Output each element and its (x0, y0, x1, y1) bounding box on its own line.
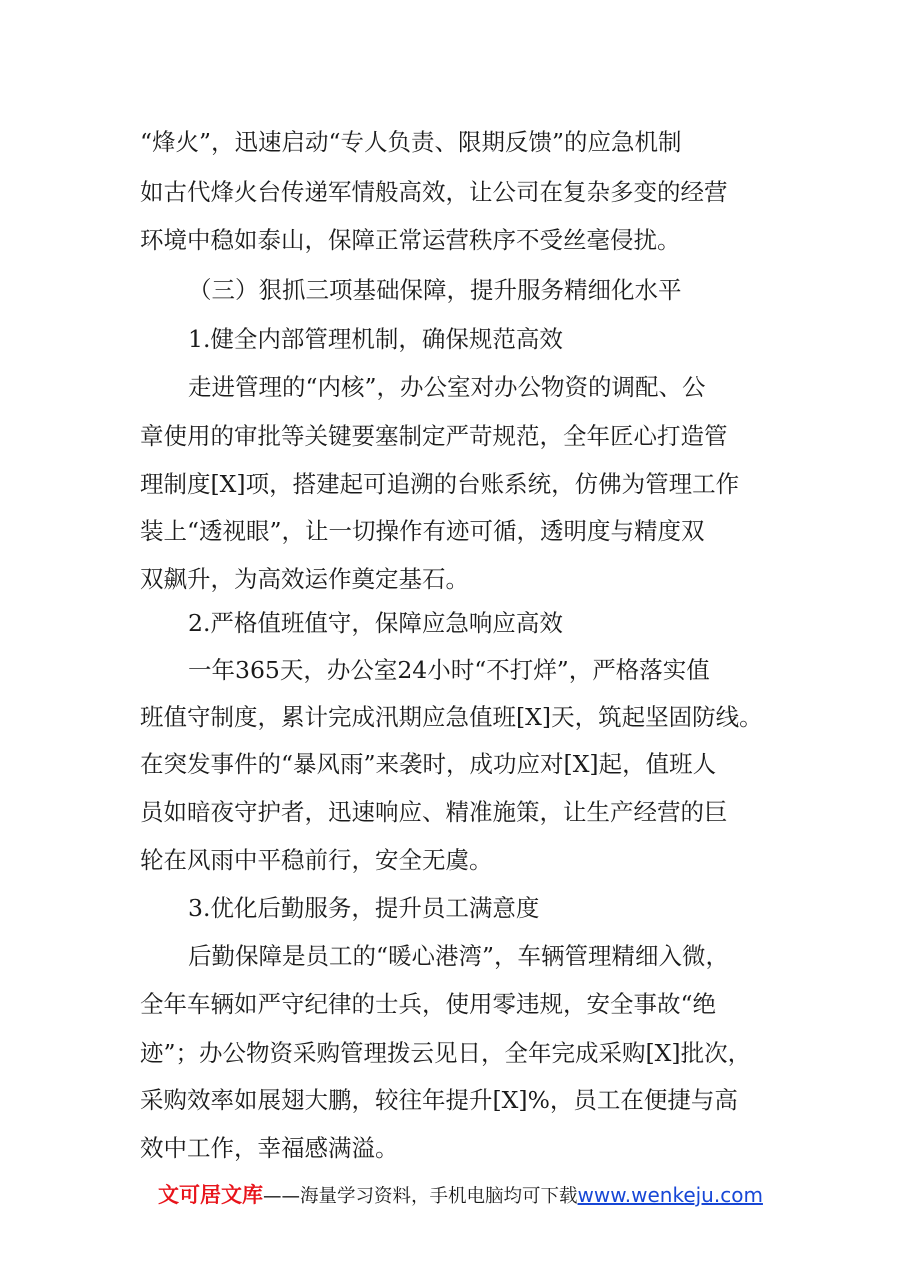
body-line: 班值守制度，累计完成汛期应急值班[X]天，筑起坚固防线。 (140, 703, 763, 731)
body-line: 全年车辆如严守纪律的士兵，使用零违规，安全事故“绝 (140, 990, 717, 1018)
body-line: 理制度[X]项，搭建起可追溯的台账系统，仿佛为管理工作 (140, 470, 740, 498)
footer-brand: 文可居文库 (158, 1183, 263, 1207)
body-line: 走进管理的“内核”，办公室对办公物资的调配、公 (188, 373, 706, 401)
footer-slogan: ——海量学习资料，手机电脑均可下载 (263, 1186, 578, 1207)
body-line: 采购效率如展翅大鹏，较往年提升[X]%，员工在便捷与高 (140, 1086, 738, 1114)
body-line: 效中工作，幸福感满溢。 (140, 1134, 399, 1162)
body-line: 一年365天，办公室24小时“不打烊”，严格落实值 (188, 656, 710, 684)
body-line: 迹”；办公物资采购管理拨云见日，全年完成采购[X]批次， (140, 1039, 752, 1067)
subsection-heading: 1.健全内部管理机制，确保规范高效 (188, 325, 563, 353)
body-line: 环境中稳如泰山，保障正常运营秩序不受丝毫侵扰。 (140, 226, 681, 254)
body-line: “烽火”，迅速启动“专人负责、限期反馈”的应急机制 (140, 128, 682, 156)
body-line: 在突发事件的“暴风雨”来袭时，成功应对[X]起，值班人 (140, 750, 717, 778)
section-heading: （三）狠抓三项基础保障，提升服务精细化水平 (188, 276, 682, 304)
footer-link[interactable]: www.wenkeju.com (577, 1183, 763, 1207)
body-line: 章使用的审批等关键要塞制定严苛规范，全年匠心打造管 (140, 422, 728, 450)
footer-banner (158, 1180, 763, 1212)
subsection-heading: 2.严格值班值守，保障应急响应高效 (188, 609, 563, 637)
body-line: 如古代烽火台传递军情般高效，让公司在复杂多变的经营 (140, 178, 728, 206)
body-line: 员如暗夜守护者，迅速响应、精准施策，让生产经营的巨 (140, 798, 728, 826)
subsection-heading: 3.优化后勤服务，提升员工满意度 (188, 894, 540, 922)
body-line: 双飙升，为高效运作奠定基石。 (140, 565, 469, 593)
body-line: 后勤保障是员工的“暖心港湾”，车辆管理精细入微， (188, 942, 730, 970)
body-line: 轮在风雨中平稳前行，安全无虞。 (140, 846, 493, 874)
body-line: 装上“透视眼”，让一切操作有迹可循，透明度与精度双 (140, 517, 705, 545)
